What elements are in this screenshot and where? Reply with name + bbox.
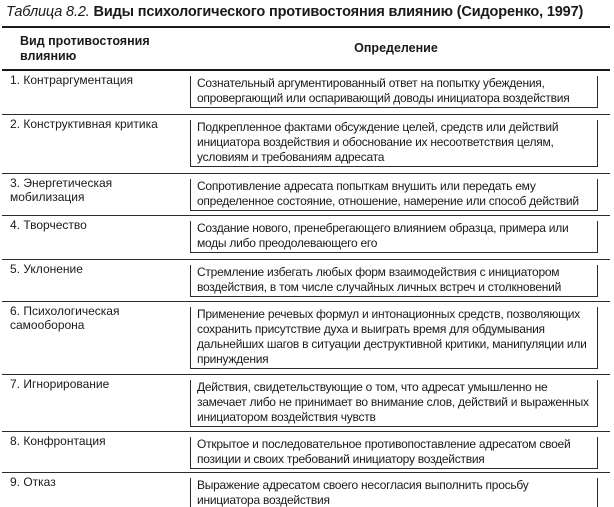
row-type: 6. Психологическая самооборона (2, 301, 182, 374)
row-definition: Действия, свидетельствующие о том, что адресат умышленно не замечает либо не принимает во внимание слов, действий и выраженных инициатором воздействия чувств (190, 380, 598, 427)
row-type: 1. Контраргументация (2, 70, 182, 114)
table-header-row (2, 27, 610, 70)
header-definition: Определение (182, 27, 610, 70)
table-row (2, 215, 610, 259)
row-definition: Открытое и последовательное противопоставление адресатом своей позиции и своих требований инициатору воздействия (190, 437, 598, 469)
row-definition: Сопротивление адресата попыткам внушить или передать ему определенное состояние, отношение, намерение или способ действий (190, 179, 598, 211)
header-type: Вид противостояния влиянию (2, 27, 182, 70)
table-row (2, 259, 610, 301)
row-definition: Сознательный аргументированный ответ на попытку убеждения, опровергающий или оспаривающий доводы инициатора воздействия (190, 76, 598, 108)
row-definition: Выражение адресатом своего несогласия выполнить просьбу инициатора воздействия (190, 478, 598, 507)
row-definition: Создание нового, пренебрегающего влиянием образца, примера или моды либо преодолевающего его (190, 221, 598, 253)
row-type: 5. Уклонение (2, 259, 182, 301)
table-caption-title: Виды психологического противостояния влиянию (Сидоренко, 1997) (93, 4, 584, 20)
row-type: 7. Игнорирование (2, 374, 182, 431)
table-row (2, 472, 610, 507)
row-type: 4. Творчество (2, 215, 182, 259)
resistance-types-table (2, 26, 610, 507)
table-row (2, 114, 610, 173)
table-caption (6, 3, 610, 21)
table-row (2, 301, 610, 374)
table-row (2, 173, 610, 215)
table-row (2, 70, 610, 114)
row-type: 9. Отказ (10, 474, 56, 489)
row-definition: Стремление избегать любых форм взаимодействия с инициатором воздействия, в том числе случайных личных встреч и столкновений (190, 265, 598, 297)
row-type: 3. Энергетическая мобилизация (2, 173, 182, 215)
row-definition: Подкрепленное фактами обсуждение целей, средств или действий инициатора воздействия и обоснование их несоответствия целям, условиям и требованиям адресата (190, 120, 598, 167)
row-type: 2. Конструктивная критика (2, 114, 182, 173)
table-row (2, 431, 610, 472)
table-row (2, 374, 610, 431)
table-caption-label: Таблица 8.2. (6, 4, 90, 20)
row-type: 8. Конфронтация (2, 431, 182, 472)
row-definition: Применение речевых формул и интонационных средств, позволяющих сохранить присутствие духа и выиграть время для обдумывания дальнейших шагов в ситуации деструктивной критики, манипуляции или принуждения (190, 307, 598, 369)
